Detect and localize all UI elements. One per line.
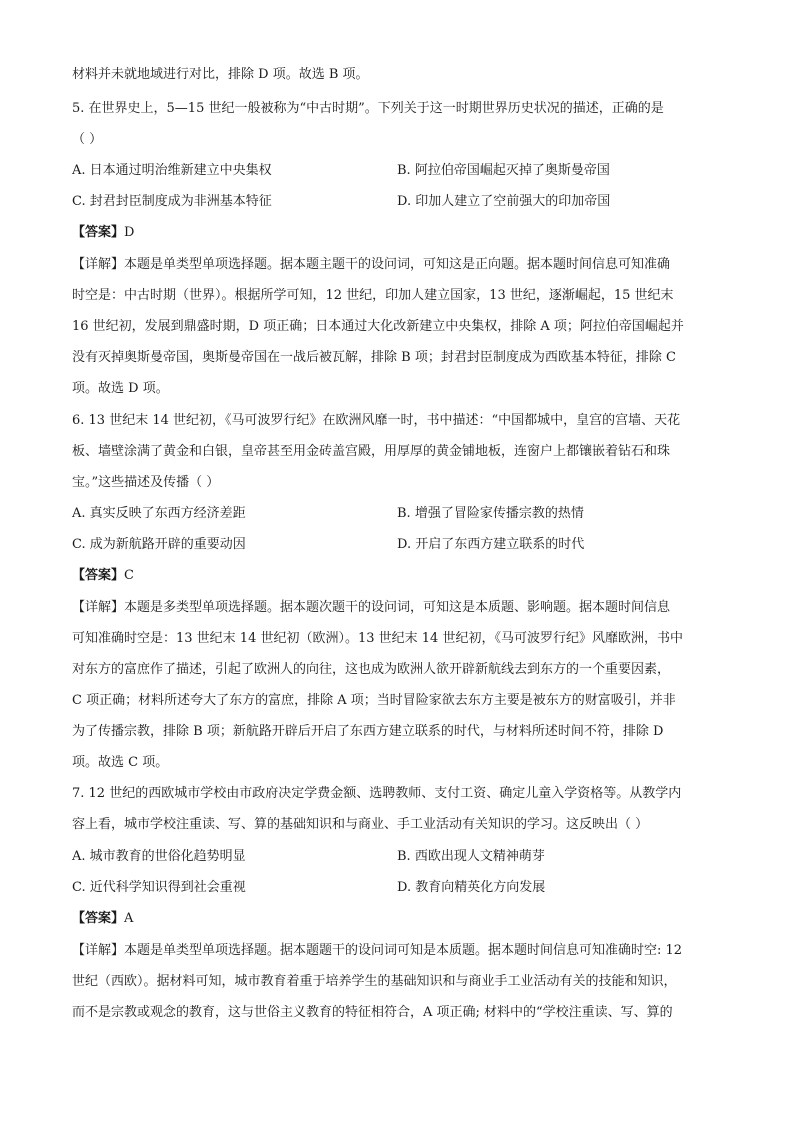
text-line: 没有灭掉奥斯曼帝国，奥斯曼帝国在一战后被瓦解，排除 B 项；封君封臣制度成为西欧基本特征，排除 C — [72, 350, 676, 365]
question-6-options-row-1 — [72, 498, 722, 529]
answer-letter: C — [124, 568, 134, 583]
option-c: C. 封君封臣制度成为非洲基本特征 — [72, 194, 272, 209]
text-line: 材料并未就地域进行对比，排除 D 项。故选 B 项。 — [72, 67, 369, 82]
question-7-analysis — [72, 935, 722, 1028]
text-line: 容上看，城市学校注重读、写、算的基础知识和与商业、手工业活动有关知识的学习。这反映出（ ） — [72, 817, 649, 832]
answer-letter: A — [124, 911, 134, 926]
question-7-stem — [72, 778, 722, 840]
answer-tag: 【答案】 — [72, 568, 125, 583]
option-b: B. 西欧出现人文精神萌芽 — [397, 849, 545, 864]
option-c: C. 成为新航路开辟的重要动因 — [72, 537, 246, 552]
previous-analysis-tail — [72, 59, 722, 90]
text-line: 宝。”这些描述及传播（ ） — [72, 475, 220, 490]
text-line: 7. 12 世纪的西欧城市学校由市政府决定学费金额、选聘教师、支付工资、确定儿童入学资格等。从教学内 — [72, 786, 682, 801]
text-line: 【详解】本题是单类型单项选择题。据本题题干的设问词可知是本质题。据本题时间信息可知准确时空: 12 — [72, 943, 683, 958]
option-a: A. 真实反映了东西方经济差距 — [72, 506, 246, 521]
text-line: 时空是：中古时期（世界）。根据所学可知，12 世纪，印加人建立国家，13 世纪，逐渐崛起，15 世纪末 — [72, 288, 674, 303]
text-line: 项。故选 D 项。 — [72, 381, 169, 396]
text-line: 5. 在世界史上，5—15 世纪一般被称为“中古时期”。下列关于这一时期世界历史状况的描述，正确的是 — [72, 101, 664, 116]
text-line: 项。故选 C 项。 — [72, 755, 169, 770]
option-b: B. 增强了冒险家传播宗教的热情 — [397, 506, 584, 521]
question-5-options-row-1 — [72, 155, 722, 186]
answer-tag: 【答案】 — [72, 911, 125, 926]
text-line: C 项正确；材料所述夸大了东方的富庶，排除 A 项；当时冒险家欲去东方主要是被东方的财富吸引，并非 — [72, 693, 676, 708]
question-5-answer — [72, 217, 134, 248]
option-d: D. 教育向精英化方向发展 — [397, 880, 546, 895]
question-6-options-row-2 — [72, 529, 722, 560]
question-7-options-row-2 — [72, 872, 722, 903]
question-6-answer — [72, 560, 134, 591]
text-line: 6. 13 世纪末 14 世纪初，《马可波罗行纪》在欧洲风靡一时，书中描述：“中国都城中，皇宫的宫墙、天花 — [72, 413, 681, 428]
option-b: B. 阿拉伯帝国崛起灭掉了奥斯曼帝国 — [397, 163, 610, 178]
text-line: 板、墙壁涂满了黄金和白银，皇帝甚至用金砖盖宫殿，用厚厚的黄金铺地板，连窗户上都镶嵌着钻石和珠 — [72, 444, 671, 459]
text-line: 【详解】本题是多类型单项选择题。据本题次题干的设问词，可知这是本质题、影响题。据本题时间信息 — [72, 600, 671, 615]
option-a: A. 城市教育的世俗化趋势明显 — [72, 849, 246, 864]
question-6-stem — [72, 405, 722, 498]
option-d: D. 印加人建立了空前强大的印加帝国 — [397, 194, 611, 209]
text-line: 16 世纪初，发展到鼎盛时期，D 项正确；日本通过大化改新建立中央集权，排除 A 项；阿拉伯帝国崛起并 — [72, 319, 684, 334]
option-d: D. 开启了东西方建立联系的时代 — [397, 537, 585, 552]
option-c: C. 近代科学知识得到社会重视 — [72, 880, 246, 895]
text-line: （ ） — [72, 132, 103, 147]
answer-letter: D — [124, 225, 135, 240]
question-5-stem — [72, 93, 722, 155]
question-5-analysis — [72, 249, 722, 404]
question-7-options-row-1 — [72, 841, 722, 872]
text-line: 【详解】本题是单类型单项选择题。据本题主题干的设问词，可知这是正向题。据本题时间信息可知准确 — [72, 257, 671, 272]
text-line: 对东方的富庶作了描述，引起了欧洲人的向往，这也成为欧洲人欲开辟新航线去到东方的一个重要因素， — [72, 662, 671, 677]
text-line: 而不是宗教或观念的教育，这与世俗主义教育的特征相符合，A 项正确; 材料中的“学校注重读、写、算的 — [72, 1005, 673, 1020]
question-7-answer — [72, 903, 133, 934]
question-5-options-row-2 — [72, 186, 722, 217]
question-6-analysis — [72, 592, 722, 778]
text-line: 可知准确时空是：13 世纪末 14 世纪初（欧洲）。13 世纪末 14 世纪初，《马可波罗行纪》风靡欧洲，书中 — [72, 631, 683, 646]
text-line: 世纪（西欧）。据材料可知，城市教育着重于培养学生的基础知识和与商业手工业活动有关的技能和知识， — [72, 974, 677, 989]
option-a: A. 日本通过明治维新建立中央集权 — [72, 163, 272, 178]
answer-tag: 【答案】 — [72, 225, 125, 240]
text-line: 为了传播宗教，排除 B 项；新航路开辟后开启了东西方建立联系的时代，与材料所述时间不符，排除 D — [72, 724, 664, 739]
